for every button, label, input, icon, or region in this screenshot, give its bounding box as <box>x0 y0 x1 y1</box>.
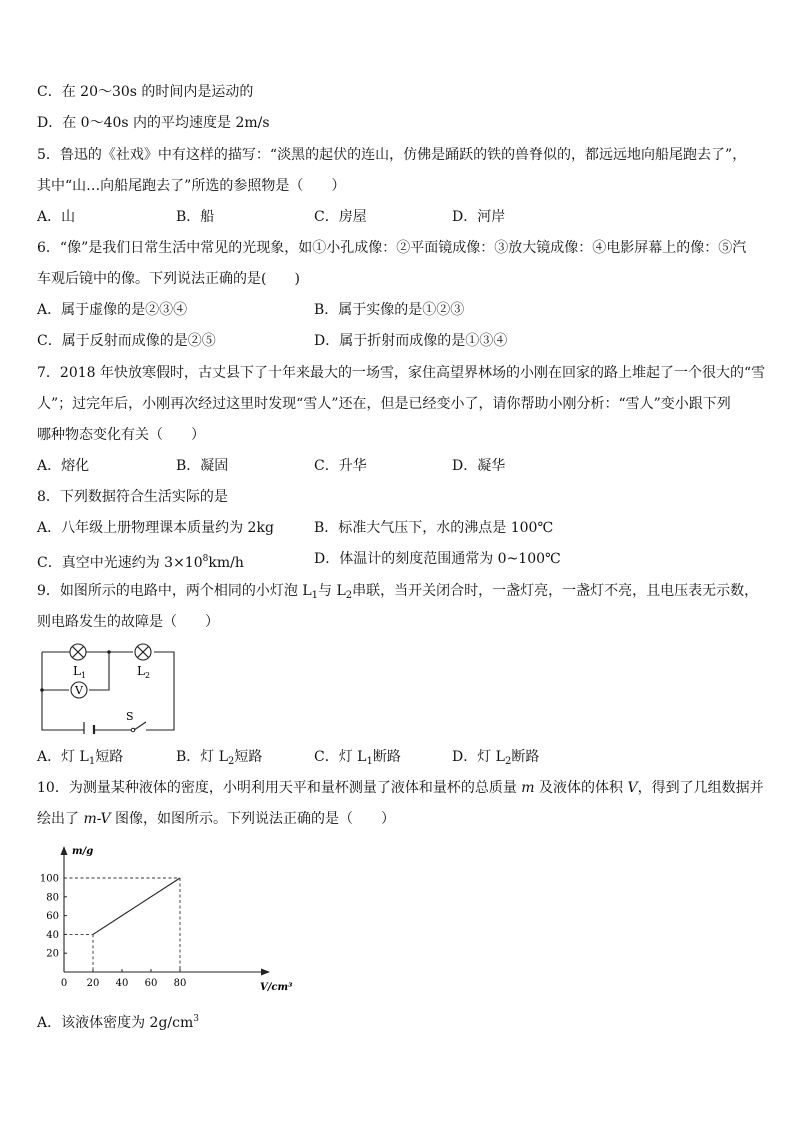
q6-option-c: C．属于反射而成像的是②⑤ <box>37 333 216 349</box>
x-tick-label: 80 <box>173 978 187 989</box>
y-tick-label: 100 <box>39 873 59 885</box>
q6-stem-line1: 6．“像”是我们日常生活中常见的光现象，如①小孔成像：②平面镜成像：③放大镜成像：④电影屏幕上的像：⑤汽 <box>37 240 747 256</box>
q9-stem-line1: 9．如图所示的电路中，两个相同的小灯泡 $L_1$与 $L_2$串联，当开关闭合时，一盏灯亮，一盏灯不亮，且电压表无示数， <box>37 583 759 601</box>
circuit-diagram <box>36 638 180 734</box>
q10-stem-line2: 绘出了 m-V 图像，如图所示。下列说法正确的是（ ） <box>37 811 396 827</box>
lamp2-label: $L_2$ <box>137 664 151 680</box>
q7-stem-line1: 7．2018 年快放寒假时，古丈县下了十年来最大的一场雪，家住高望界林场的小刚在回家的路上堆起了一个很大的“雪 <box>37 365 766 381</box>
mv-chart <box>36 840 306 1000</box>
y-tick-label: 80 <box>46 892 59 904</box>
q5-stem-line2: 其中“山…向船尾跑去了”所选的参照物是（ ） <box>37 178 346 194</box>
q9-option-a: A．灯 $L_1$短路 <box>37 749 124 767</box>
q9-option-c: C．灯 $L_1$断路 <box>314 749 401 767</box>
x-tick-label: 60 <box>144 978 158 989</box>
q4-option-c: C．在 20～30s 的时间内是运动的 <box>37 84 254 100</box>
q8-option-b: B．标准大气压下，水的沸点是 100℃ <box>314 520 554 536</box>
q8-option-c: C．真空中光速约为 $3\times 10^8km/h$ <box>37 554 244 571</box>
x-tick-label: 0 <box>60 978 68 989</box>
y-tick-label: 20 <box>46 948 59 960</box>
q9-option-d: D．灯 $L_2$断路 <box>452 749 540 767</box>
q7-stem-line2: 人”；过完年后，小刚再次经过这里时发现“雪人”还在，但是已经变小了，请你帮助小刚分析：“雪人”变小跟下列 <box>37 396 731 412</box>
q5-option-d: D．河岸 <box>452 209 506 225</box>
q7-option-a: A．熔化 <box>37 458 90 474</box>
y-tick-label: 60 <box>46 911 59 923</box>
y-tick-label: 40 <box>46 929 59 941</box>
q8-option-d: D．体温计的刻度范围通常为 0~100℃ <box>314 551 561 567</box>
q5-option-b: B．船 <box>176 209 215 225</box>
q6-stem-line2: 车观后镜中的像。下列说法正确的是( ) <box>37 271 300 287</box>
q9-stem-line2: 则电路发生的故障是（ ） <box>37 614 219 630</box>
x-tick-label: 40 <box>115 978 129 989</box>
voltmeter-label: V <box>75 684 83 697</box>
q7-option-b: B．凝固 <box>176 458 229 474</box>
q9-option-b: B．灯 $L_2$短路 <box>176 749 263 767</box>
lamp1-label: $L_1$ <box>73 664 87 680</box>
q5-option-c: C．房屋 <box>314 209 367 225</box>
x-axis-arrow <box>261 969 270 976</box>
q10-option-a: A．该液体密度为 $2g/cm^3$ <box>37 1014 199 1031</box>
q5-option-a: A．山 <box>37 209 76 225</box>
q10-stem-line1: 10．为测量某种液体的密度，小明利用天平和量杯测量了液体和量杯的总质量 m 及液体的体积 V，得到了几组数据并 <box>37 780 764 796</box>
data-line <box>93 878 180 934</box>
x-axis-label: V/cm³ <box>260 982 293 993</box>
switch-label: S <box>126 710 134 723</box>
x-tick-label: 20 <box>86 978 100 989</box>
q5-stem-line1: 5．鲁迅的《社戏》中有这样的描写：“淡黑的起伏的连山，仿佛是踊跃的铁的兽脊似的，都远远地向船尾跑去了”， <box>37 147 747 163</box>
y-axis-label: m/g <box>72 846 94 857</box>
q8-stem: 8．下列数据符合生活实际的是 <box>37 489 228 505</box>
q7-option-c: C．升华 <box>314 458 367 474</box>
q4-option-d: D．在 0～40s 内的平均速度是 2m/s <box>37 115 270 131</box>
y-axis-arrow <box>61 846 68 855</box>
q6-option-d: D．属于折射而成像的是①③④ <box>314 333 508 349</box>
q6-option-b: B．属于实像的是①②③ <box>314 302 465 318</box>
q7-option-d: D．凝华 <box>452 458 506 474</box>
q6-option-a: A．属于虚像的是②③④ <box>37 302 188 318</box>
q8-option-a: A．八年级上册物理课本质量约为 2kg <box>37 520 274 536</box>
q7-stem-line3: 哪种物态变化有关（ ） <box>37 427 205 443</box>
